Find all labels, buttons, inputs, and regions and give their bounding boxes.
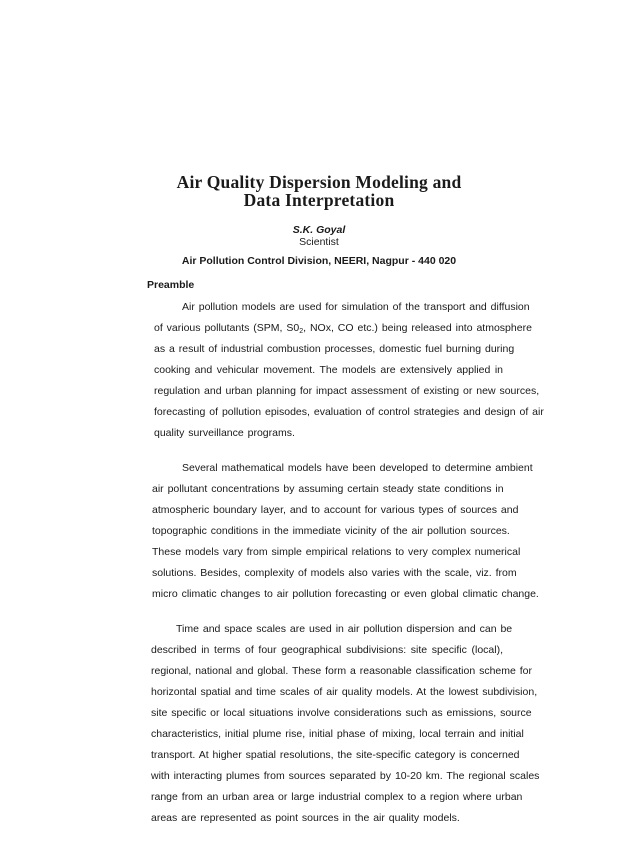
para3-line-9: range from an urban area or large industrial complex to a region where urban bbox=[151, 791, 523, 803]
para3-line-1: Time and space scales are used in air pollution dispersion and can be bbox=[176, 623, 513, 635]
author-role: Scientist bbox=[299, 236, 339, 248]
para2-line-5: These models vary from simple empirical relations to very complex numerical bbox=[152, 546, 521, 558]
para2-line-1: Several mathematical models have been developed to determine ambient bbox=[182, 462, 533, 474]
para1-line-4: cooking and vehicular movement. The models are extensively applied in bbox=[154, 364, 503, 376]
para2-line-3: atmospheric boundary layer, and to account for various types of sources and bbox=[152, 504, 519, 516]
para3-line-2: described in terms of four geographical subdivisions: site specific (local), bbox=[151, 644, 503, 656]
para3-line-8: with interacting plumes from sources separated by 10-20 km. The regional scales bbox=[151, 770, 540, 782]
para1-line-5: regulation and urban planning for impact assessment of existing or new sources, bbox=[154, 385, 540, 397]
paper-title-line-2: Data Interpretation bbox=[243, 190, 395, 210]
para1-line-3: as a result of industrial combustion processes, domestic fuel burning during bbox=[154, 343, 515, 355]
para2-line-7: micro climatic changes to air pollution forecasting or even global climatic change. bbox=[152, 588, 539, 600]
para3-line-6: characteristics, initial plume rise, initial phase of mixing, local terrain and initial bbox=[151, 728, 524, 740]
para2-line-6: solutions. Besides, complexity of models also varies with the scale, viz. from bbox=[152, 567, 517, 579]
para1-line-2 bbox=[154, 321, 532, 335]
para1-line-2-part-1: of various pollutants (SPM, S0 bbox=[154, 322, 300, 334]
para2-line-2: air pollutant concentrations by assuming certain steady state conditions in bbox=[152, 483, 504, 495]
author-name: S.K. Goyal bbox=[292, 224, 346, 236]
para3-line-4: horizontal spatial and time scales of air quality models. At the lowest subdivision, bbox=[151, 686, 538, 698]
para3-line-3: regional, national and global. These form a reasonable classification scheme for bbox=[151, 665, 533, 677]
para1-line-6: forecasting of pollution episodes, evaluation of control strategies and design of air bbox=[154, 406, 544, 418]
para1-line-7: quality surveillance programs. bbox=[154, 427, 295, 439]
para1-subscript: 2 bbox=[299, 328, 304, 335]
para1-line-1: Air pollution models are used for simulation of the transport and diffusion bbox=[182, 301, 530, 313]
para2-line-4: topographic conditions in the immediate vicinity of the air pollution sources. bbox=[152, 525, 510, 537]
para3-line-7: transport. At higher spatial resolutions, the site-specific category is concerned bbox=[151, 749, 520, 761]
para3-line-5: site specific or local situations involve considerations such as emissions, source bbox=[151, 707, 532, 719]
author-affiliation: Air Pollution Control Division, NEERI, Nagpur - 440 020 bbox=[181, 255, 457, 267]
section-heading: Preamble bbox=[147, 279, 195, 291]
paper-title-line-1: Air Quality Dispersion Modeling and bbox=[176, 172, 462, 192]
para3-line-10: areas are represented as point sources in the air quality models. bbox=[151, 812, 460, 824]
para1-line-2-part-2: , NOx, CO etc.) being released into atmosphere bbox=[303, 322, 532, 334]
